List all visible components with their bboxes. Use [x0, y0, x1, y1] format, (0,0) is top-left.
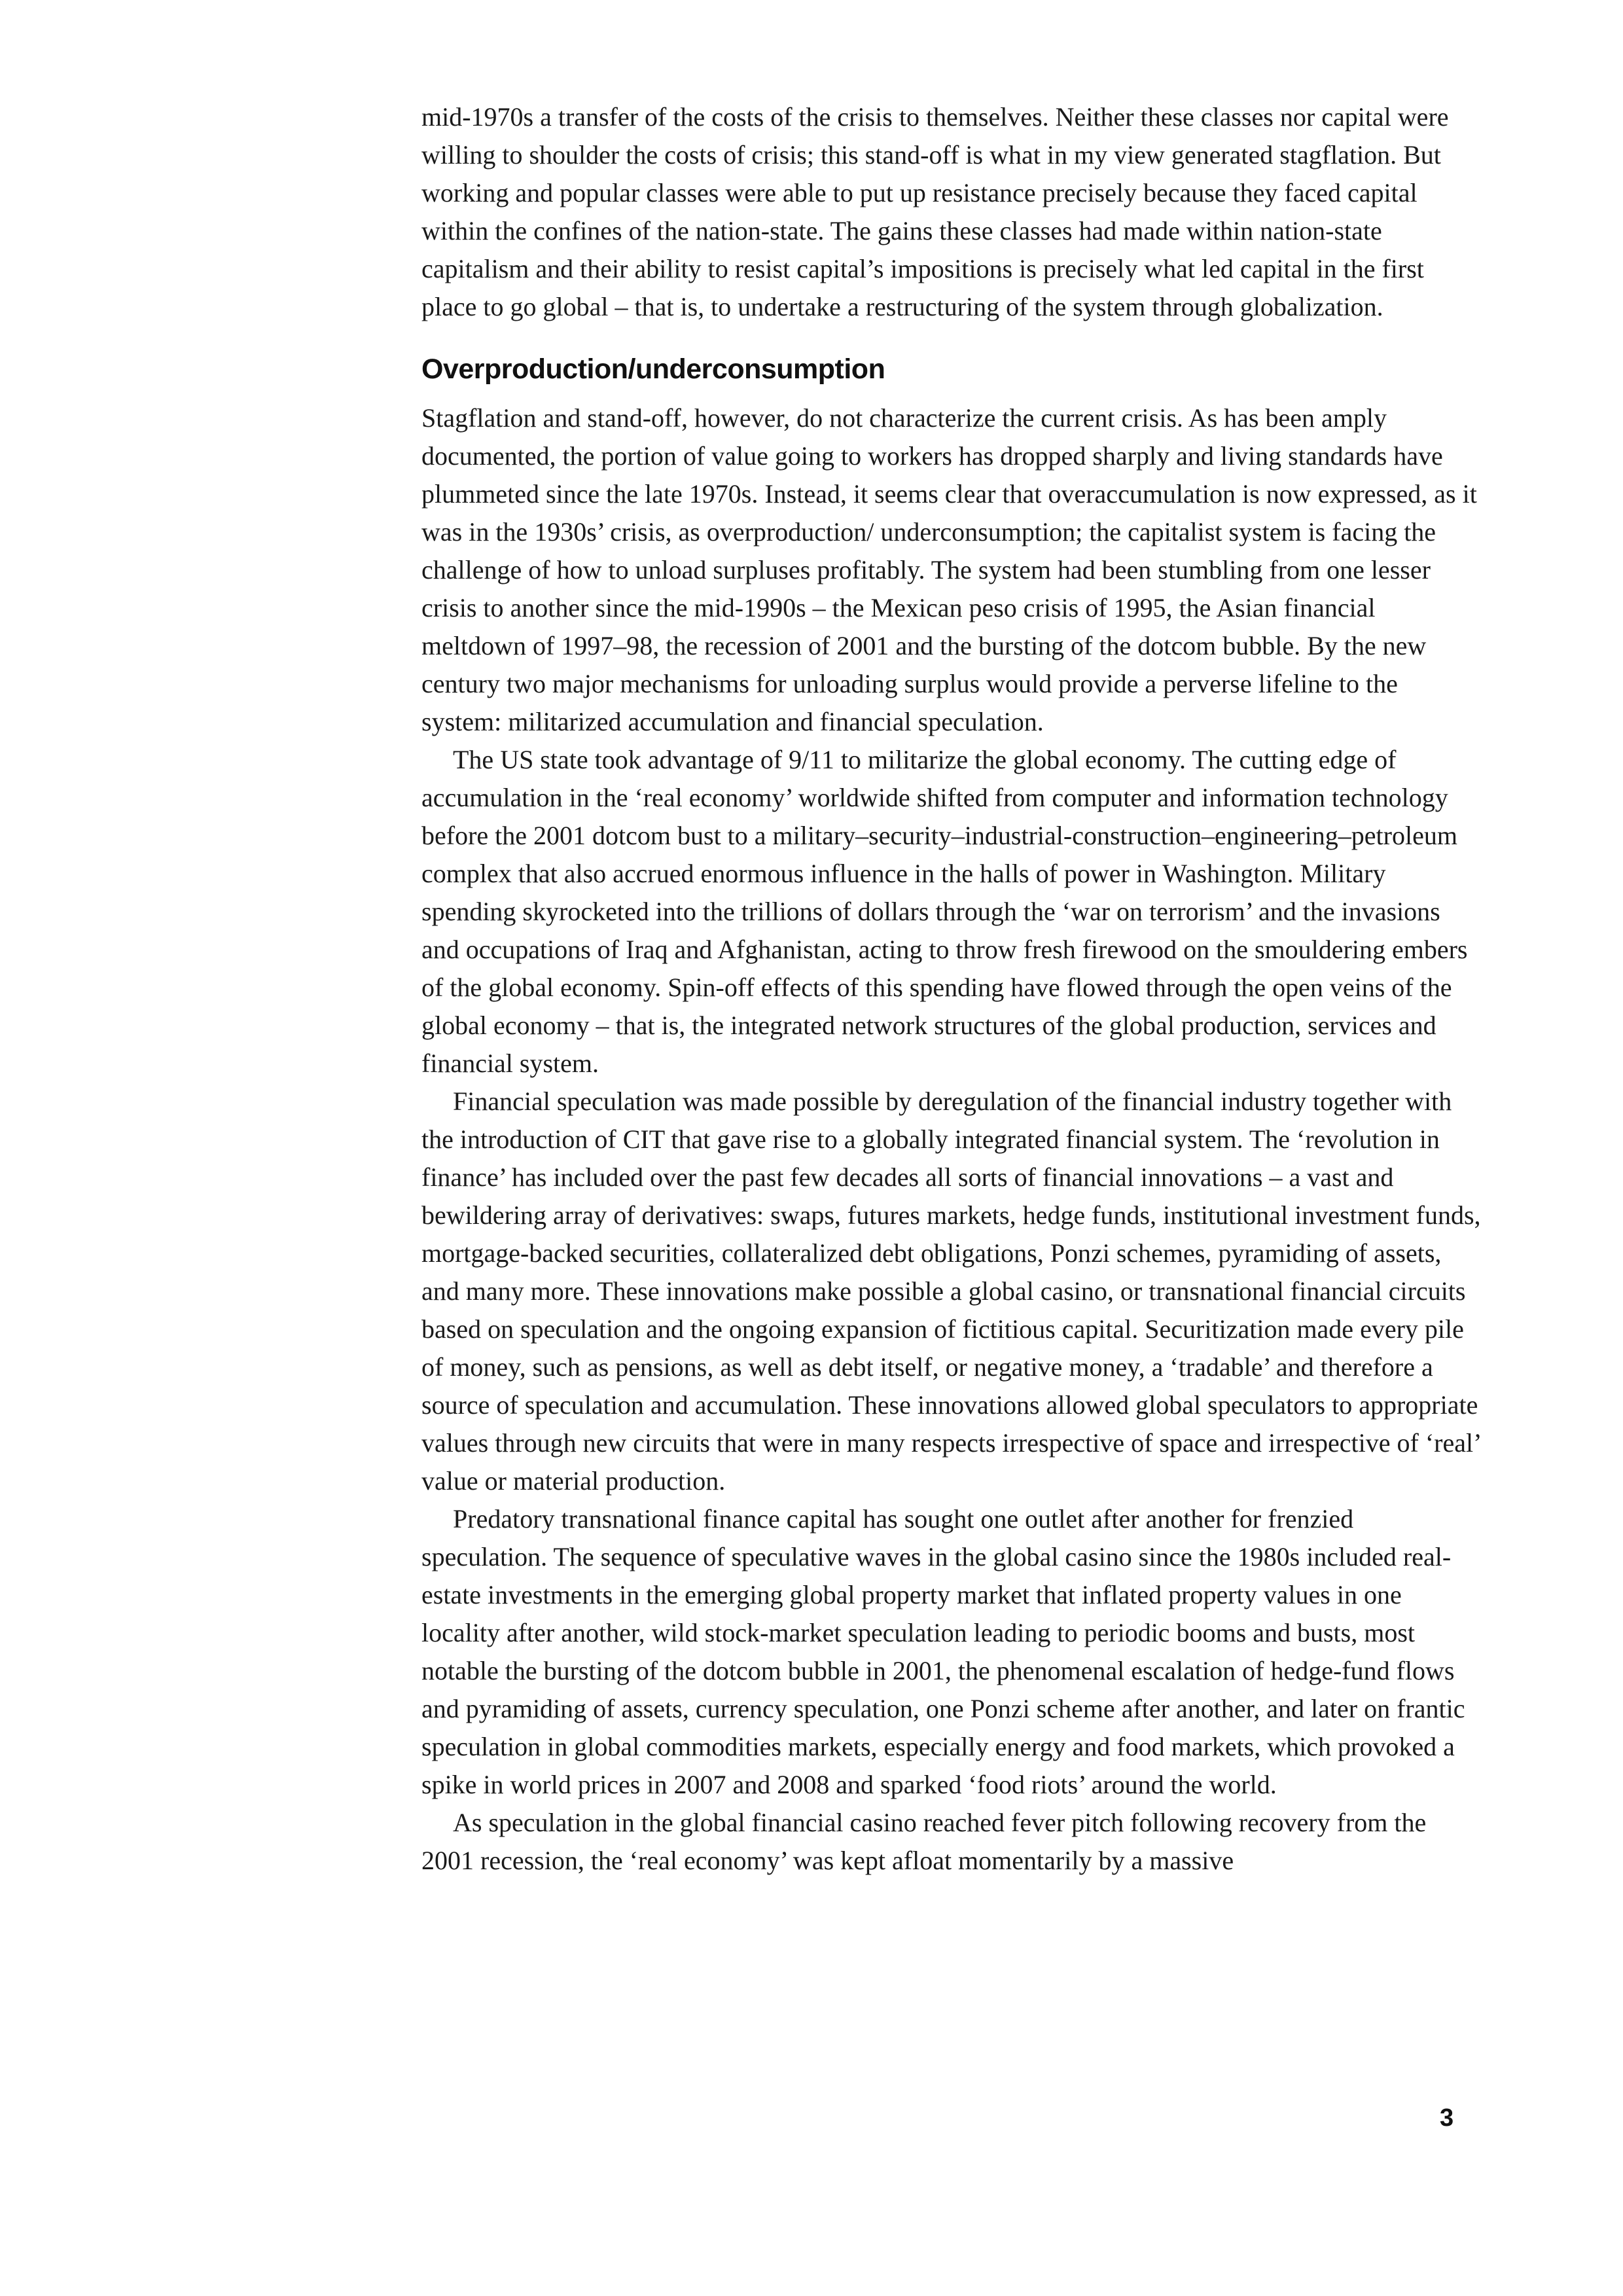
- paragraph-5: As speculation in the global financial casino reached fever pitch following recovery from the 2001 recession, the ‘real economy’ was kept afloat momentarily by a massive: [421, 1808, 1427, 1875]
- page-number: 3: [1440, 2104, 1454, 2132]
- paragraph-2: The US state took advantage of 9/11 to militarize the global economy. The cutting edge of accumulation in the ‘real economy’ worldwide shifted from computer and information technology before the 2001 dotcom bust to a military–security–industrial-construction–engineering–petroleum complex that also accrued enormous influence in the halls of power in Washington. Military spending skyrocketed into the trillions of dollars through the ‘war on terrorism’ and the invasions and occupations of Iraq and Afghanistan, acting to throw fresh firewood on the smouldering embers of the global economy. Spin-off effects of this spending have flowed through the open veins of the global economy – that is, the integrated network structures of the global production, services and financial system.: [421, 745, 1468, 1078]
- paragraph-1: Stagflation and stand-off, however, do not characterize the current crisis. As has been amply documented, the portion of value going to workers has dropped sharply and living standards have plummeted since the late 1970s. Instead, it seems clear that overaccumulation is now expressed, as it was in the 1930s’ crisis, as overproduction/ underconsumption; the capitalist system is facing the challenge of how to unload surpluses profitably. The system had been stumbling from one lesser crisis to another since the mid-1990s – the Mexican peso crisis of 1995, the Asian financial meltdown of 1997–98, the recession of 2001 and the bursting of the dotcom bubble. By the new century two major mechanisms for unloading surplus would provide a perverse lifeline to the system: militarized accumulation and financial speculation.: [421, 403, 1477, 736]
- paragraph-3: Financial speculation was made possible by deregulation of the financial industry together with the introduction of CIT that gave rise to a globally integrated financial system. The ‘revolution in finance’ has included over the past few decades all sorts of financial innovations – a vast and bewildering array of derivatives: swaps, futures markets, hedge funds, institutional investment funds, mortgage-backed securities, collateralized debt obligations, Ponzi schemes, pyramiding of assets, and many more. These innovations make possible a global casino, or transnational financial circuits based on speculation and the ongoing expansion of fictitious capital. Securitization made every pile of money, such as pensions, as well as debt itself, or negative money, a ‘tradable’ and therefore a source of speculation and accumulation. These innovations allowed global speculators to appropriate values through new circuits that were in many respects irrespective of space and irrespective of ‘real’ value or material production.: [421, 1086, 1481, 1496]
- paragraph-opening: mid-1970s a transfer of the costs of the crisis to themselves. Neither these classes nor capital were willing to shoulder the costs of crisis; this stand-off is what in my view generated stagflation. But working and popular classes were able to put up resistance precisely because they faced capital within the confines of the nation-state. The gains these classes had made within nation-state capitalism and their ability to resist capital’s impositions is precisely what led capital in the first place to go global – that is, to undertake a restructuring of the system through globalization.: [421, 102, 1449, 321]
- page-content: [421, 98, 1482, 1880]
- section-heading: Overproduction/underconsumption: [421, 353, 885, 385]
- paragraph-4: Predatory transnational finance capital has sought one outlet after another for frenzied speculation. The sequence of speculative waves in the global casino since the 1980s included real-estate investments in the emerging global property market that inflated property values in one locality after another, wild stock-market speculation leading to periodic booms and busts, most notable the bursting of the dotcom bubble in 2001, the phenomenal escalation of hedge-fund flows and pyramiding of assets, currency speculation, one Ponzi scheme after another, and later on frantic speculation in global commodities markets, especially energy and food markets, which provoked a spike in world prices in 2007 and 2008 and sparked ‘food riots’ around the world.: [421, 1504, 1465, 1799]
